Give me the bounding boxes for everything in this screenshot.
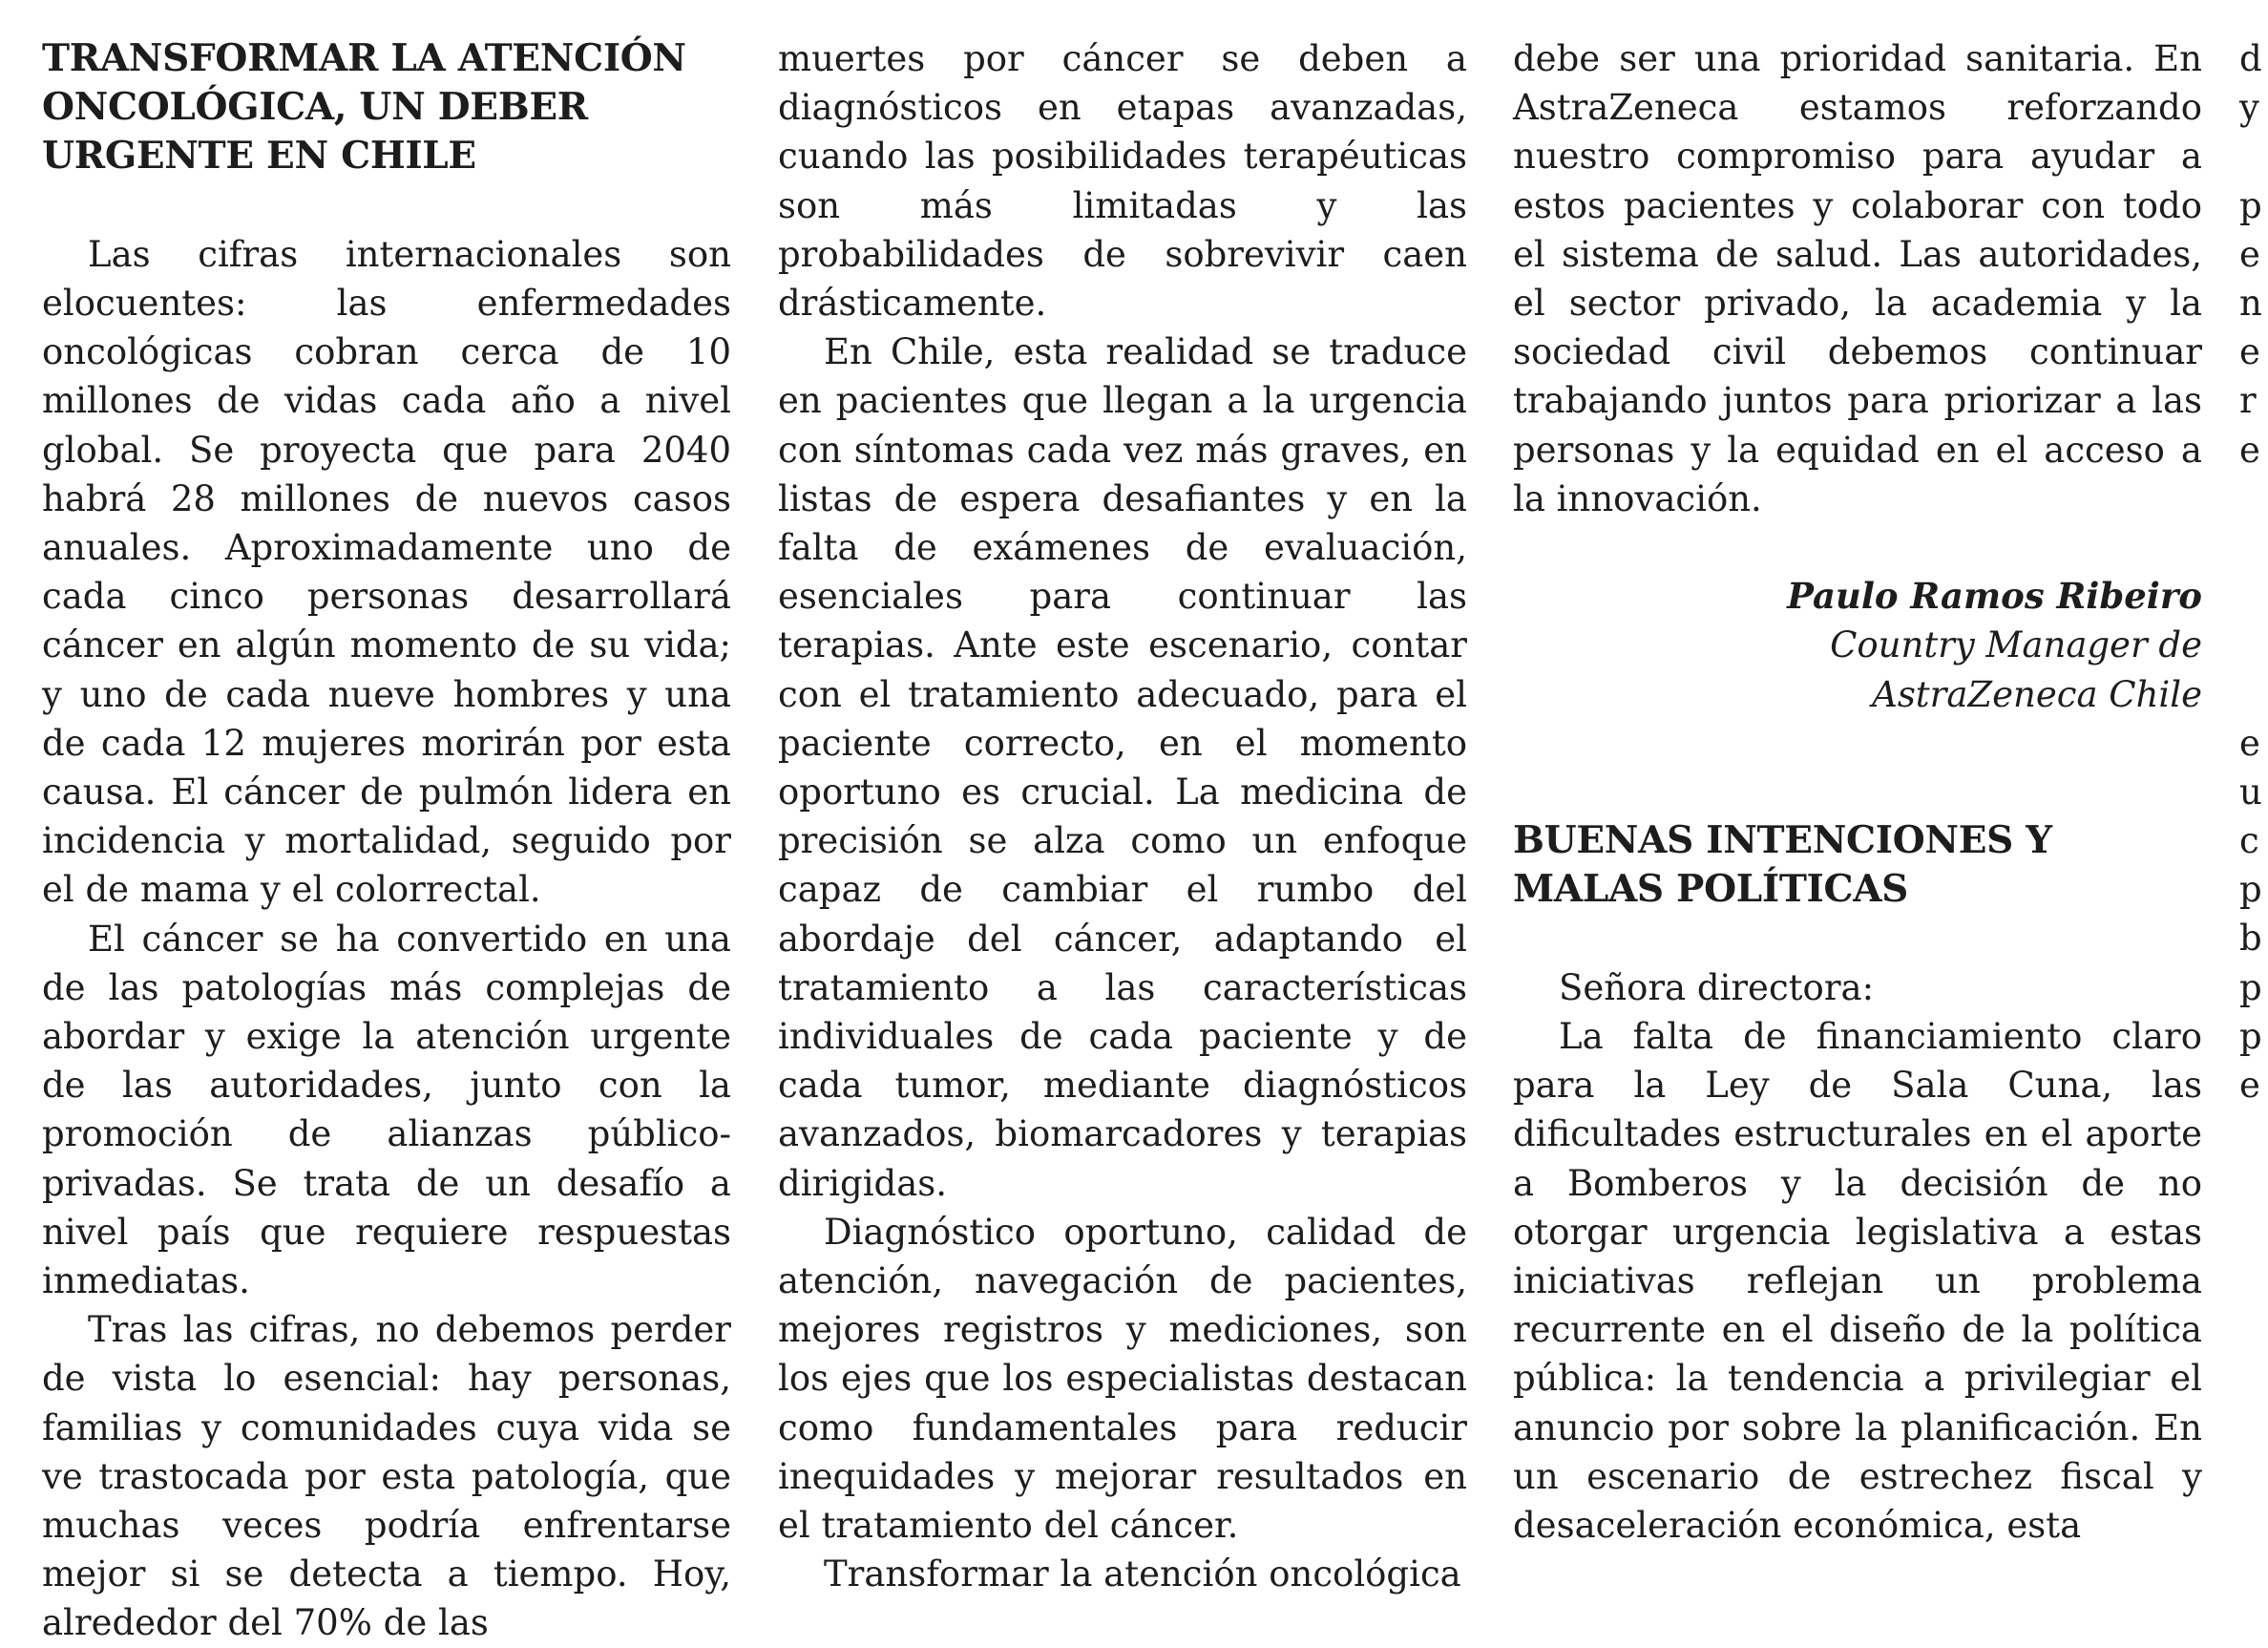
article1-paragraph-6-continued: debe ser una prioridad sanitaria. En AstraZeneca estamos reforzando nuestro compromiso para ayudar a estos pacientes y colaborar con todo el sistema de salud. Las autoridades, el sector privado, la academia y la sociedad civil debemos continuar trabajando juntos para priorizar a las personas y la equidad en el acceso a la innovación. bbox=[1513, 38, 2202, 519]
author-name: Paulo Ramos Ribeiro bbox=[1787, 575, 2202, 618]
column-fragment bbox=[2239, 523, 2268, 572]
article1-headline: TRANSFORMAR LA ATENCIÓN ONCOLÓGICA, UN DEBER URGENTE EN CHILE bbox=[42, 36, 686, 179]
column-fragment bbox=[2239, 132, 2268, 180]
article2-salutation: Señora directora: bbox=[1559, 966, 1875, 1008]
article1-paragraph-5: Diagnóstico oportuno, calidad de atención, navegación de pacientes, mejores registros y mediciones, son los ejes que los especialistas destacan como fundamentales para reducir inequidades y mejorar resultados en el tratamiento del cáncer. bbox=[778, 1211, 1467, 1547]
article1-column-1 bbox=[42, 34, 731, 1648]
article1-paragraph-3: Tras las cifras, no debemos perder de vista lo esencial: hay personas, familias y comunidades cuya vida se ve trastocada por esta patología, que muchas veces podría enfrentarse mejor si se detecta a tiempo. Hoy, alrededor del 70% de las bbox=[42, 1309, 731, 1644]
column-fragment: p bbox=[2239, 1015, 2262, 1057]
column-fragment: p bbox=[2239, 869, 2262, 911]
column-3 bbox=[1513, 34, 2202, 1550]
column-fragment: r bbox=[2239, 380, 2257, 422]
spacer bbox=[42, 181, 731, 230]
column-fragment: n bbox=[2239, 282, 2262, 324]
article1-paragraph-4: En Chile, esta realidad se traduce en pacientes que llegan a la urgencia con síntomas cada vez más graves, en listas de espera desafiantes y en la falta de exámenes de evaluación, esenciales para continuar las terapias. Ante este escenario, contar con el tratamiento adecuado, para el paciente correcto, en el momento oportuno es crucial. La medicina de precisión se alza como un enfoque capaz de cambiar el rumbo del abordaje del cáncer, adaptando el tratamiento a las características individuales de cada paciente y de cada tumor, mediante diagnósticos avanzados, biomarcadores y terapias dirigidas. bbox=[778, 331, 1467, 1204]
column-fragment: e bbox=[2239, 429, 2260, 471]
column-fragment bbox=[2239, 669, 2268, 718]
column-fragment: d bbox=[2239, 38, 2262, 79]
column-fragment: u bbox=[2239, 771, 2262, 813]
column-fragment: e bbox=[2239, 722, 2260, 764]
article1-signature bbox=[1513, 523, 2202, 719]
article1-paragraph-6: Transformar la atención oncológica bbox=[824, 1553, 1461, 1595]
column-fragment: b bbox=[2239, 918, 2262, 960]
article2-headline: BUENAS INTENCIONES Y MALAS POLÍTICAS bbox=[1513, 818, 2052, 912]
spacer bbox=[1513, 768, 2202, 816]
column-fragment bbox=[2239, 621, 2268, 669]
column-fragment: c bbox=[2239, 820, 2259, 861]
article1-paragraph-2: El cáncer se ha convertido en una de las patologías más complejas de abordar y exige la atención urgente de las autoridades, junto con la promoción de alianzas público-privadas. Se trata de un desafío a nivel país que requiere respuestas inmediatas. bbox=[42, 918, 731, 1302]
author-role-line-1: Country Manager de bbox=[1830, 624, 2202, 666]
article2-paragraph-1: La falta de financiamiento claro para la Ley de Sala Cuna, las dificultades estructurales en el aporte a Bomberos y la decisión de no otorgar urgencia legislativa a estas iniciativas reflejan un problema recurrente en el diseño de la política pública: la tendencia a privilegiar el anuncio por sobre la planificación. En un escenario de estrechez fiscal y desaceleración económica, esta bbox=[1513, 1016, 2202, 1547]
column-fragment: y bbox=[2239, 87, 2259, 129]
next-column-fragments bbox=[2239, 34, 2268, 1109]
column-fragment: e bbox=[2239, 1064, 2260, 1106]
spacer bbox=[1513, 915, 2202, 963]
spacer bbox=[1513, 523, 2202, 572]
article1-paragraph-1: Las cifras internacionales son elocuentes: las enfermedades oncológicas cobran cerca de 10 millones de vidas cada año a nivel global. Se proyecta que para 2040 habrá 28 millones de nuevos casos anuales. Aproximadamente uno de cada cinco personas desarrollará cáncer en algún momento de su vida; y uno de cada nueve hombres y una de cada 12 mujeres morirán por esta causa. El cáncer de pulmón lidera en incidencia y mortalidad, seguido por el de mama y el colorrectal. bbox=[42, 233, 731, 911]
column-fragment: p bbox=[2239, 184, 2262, 226]
spacer bbox=[1513, 719, 2202, 768]
column-fragment: e bbox=[2239, 331, 2260, 373]
column-fragment: e bbox=[2239, 233, 2260, 275]
author-role-line-2: AstraZeneca Chile bbox=[1872, 673, 2202, 715]
article1-column-2 bbox=[778, 34, 1467, 1599]
column-fragment bbox=[2239, 475, 2268, 523]
column-fragment: p bbox=[2239, 966, 2262, 1008]
article1-paragraph-3-continued: muertes por cáncer se deben a diagnósticos en etapas avanzadas, cuando las posibilidades terapéuticas son más limitadas y las probabilidades de sobrevivir caen drásticamente. bbox=[778, 38, 1467, 325]
column-fragment bbox=[2239, 572, 2268, 621]
